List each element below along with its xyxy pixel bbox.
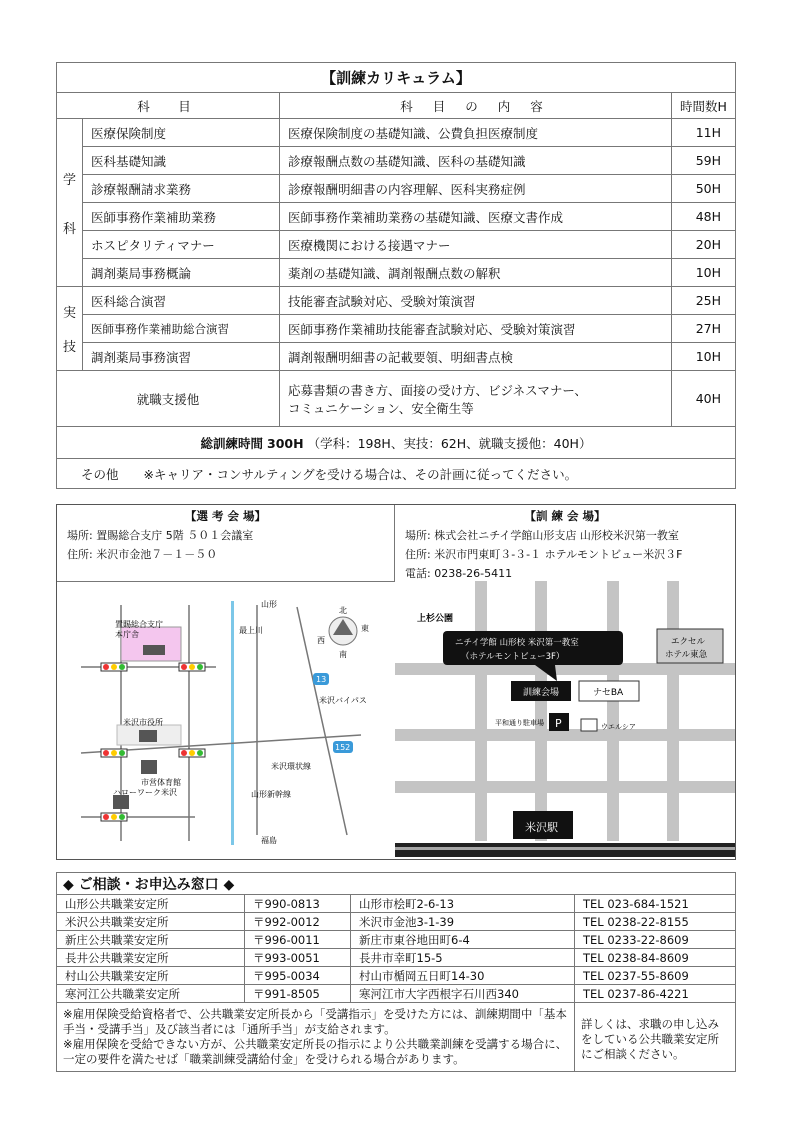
content-cell: 医療機関における接遇マナー xyxy=(280,231,672,259)
office-address: 村山市楯岡五日町14-30 xyxy=(351,967,575,985)
callout-line1: ニチイ学館 山形校 米沢第一教室 xyxy=(455,638,579,648)
subject-cell: 診療報酬請求業務 xyxy=(83,175,280,203)
office-zip: 〒995-0034 xyxy=(245,967,351,985)
compass-east: 東 xyxy=(361,624,369,633)
office-tel: TEL 023-684-1521 xyxy=(575,895,736,913)
route-13-sign: 13 xyxy=(316,675,327,684)
map-label-welcia: ウエルシア xyxy=(601,723,636,731)
traffic-signal-icon xyxy=(101,749,127,757)
hours-cell: 50H xyxy=(672,175,736,203)
office-zip: 〒992-0012 xyxy=(245,913,351,931)
subject-cell: 医科基礎知識 xyxy=(83,147,280,175)
contact-table xyxy=(56,872,736,1072)
subject-cell: 医師事務作業補助業務 xyxy=(83,203,280,231)
job-support-subject: 就職支援他 xyxy=(57,371,280,427)
content-cell: 技能審査試験対応、受験対策演習 xyxy=(280,287,672,315)
map-label-yamagata: 山形 xyxy=(261,600,277,609)
office-name: 米沢公共職業安定所 xyxy=(57,913,245,931)
subject-cell: 医療保険制度 xyxy=(83,119,280,147)
training-place: 場所: 株式会社ニチイ学館山形支店 山形校米沢第一教室 xyxy=(405,529,679,542)
header-hours: 時間数H xyxy=(672,93,736,119)
map-label-station: 米沢駅 xyxy=(525,821,558,834)
office-address: 山形市桧町2-6-13 xyxy=(351,895,575,913)
subject-cell: 医科総合演習 xyxy=(83,287,280,315)
selection-map xyxy=(61,585,391,857)
office-address: 長井市幸町15-5 xyxy=(351,949,575,967)
subject-cell: 調剤薬局事務演習 xyxy=(83,343,280,371)
selection-place: 場所: 置賜総合支庁 5階 ５０１会議室 xyxy=(67,529,254,542)
header-subject: 科 目 xyxy=(57,93,280,119)
compass-south: 南 xyxy=(339,650,347,659)
map-label-office: 置賜総合支庁 xyxy=(115,620,163,629)
office-tel: TEL 0237-86-4221 xyxy=(575,985,736,1003)
hours-cell: 11H xyxy=(672,119,736,147)
content-cell: 医療保険制度の基礎知識、公費負担医療制度 xyxy=(280,119,672,147)
content-cell: 調剤報酬明細書の記載要領、明細書点検 xyxy=(280,343,672,371)
map-label-venue: 訓練会場 xyxy=(523,688,560,698)
content-cell: 診療報酬点数の基礎知識、医科の基礎知識 xyxy=(280,147,672,175)
content-cell: 薬剤の基礎知識、調剤報酬点数の解釈 xyxy=(280,259,672,287)
training-address: 住所: 米沢市門東町３-３-１ ホテルモントビュー米沢３F xyxy=(405,548,683,561)
selection-title: 【選 考 会 場】 xyxy=(184,509,266,523)
compass-north: 北 xyxy=(339,606,347,615)
map-label-loop: 米沢環状線 xyxy=(271,762,311,771)
subject-cell: 調剤薬局事務概論 xyxy=(83,259,280,287)
curriculum-title: 【訓練カリキュラム】 xyxy=(57,63,736,93)
hours-cell: 59H xyxy=(672,147,736,175)
category-jitsugi: 実 技 xyxy=(57,287,83,371)
office-zip: 〒990-0813 xyxy=(245,895,351,913)
office-tel: TEL 0238-84-8609 xyxy=(575,949,736,967)
hours-cell: 25H xyxy=(672,287,736,315)
header-content: 科 目 の 内 容 xyxy=(280,93,672,119)
subject-cell: 医師事務作業補助総合演習 xyxy=(83,315,280,343)
office-name: 新庄公共職業安定所 xyxy=(57,931,245,949)
office-zip: 〒996-0011 xyxy=(245,931,351,949)
office-name: 山形公共職業安定所 xyxy=(57,895,245,913)
office-address: 寒河江市大字西根字石川西340 xyxy=(351,985,575,1003)
selection-address: 住所: 米沢市金池７－１－５０ xyxy=(67,548,218,561)
office-address: 新庄市東谷地田町6-4 xyxy=(351,931,575,949)
hours-cell: 27H xyxy=(672,315,736,343)
traffic-signal-icon xyxy=(179,749,205,757)
inquiry-note: 詳しくは、求職の申し込みをしている公共職業安定所にご相談ください。 xyxy=(575,1003,736,1072)
map-label-hellowork: ハローワーク米沢 xyxy=(113,788,177,797)
map-label-river: 最上川 xyxy=(239,626,263,635)
content-cell: 診療報酬明細書の内容理解、医科実務症例 xyxy=(280,175,672,203)
callout-line2: （ホテルモントビュー3F） xyxy=(461,652,565,662)
map-label-gym: 市営体育館 xyxy=(141,778,181,787)
hours-cell: 48H xyxy=(672,203,736,231)
content-cell: 医師事務作業補助技能審査試験対応、受験対策演習 xyxy=(280,315,672,343)
hours-cell: 20H xyxy=(672,231,736,259)
office-address: 米沢市金池3-1-39 xyxy=(351,913,575,931)
office-name: 村山公共職業安定所 xyxy=(57,967,245,985)
venue-section xyxy=(56,504,736,860)
map-label-park: 上杉公園 xyxy=(417,614,454,624)
office-tel: TEL 0233-22-8609 xyxy=(575,931,736,949)
job-support-content: 応募書類の書き方、面接の受け方、ビジネスマナー、 コミュニケーション、安全衛生等 xyxy=(280,371,672,427)
traffic-signal-icon xyxy=(179,663,205,671)
office-name: 長井公共職業安定所 xyxy=(57,949,245,967)
contact-header: ◆ ご相談・お申込み窓口 ◆ xyxy=(57,873,736,895)
training-phone: 電話: 0238-26-5411 xyxy=(405,567,513,580)
total-hours: 総訓練時間 300H （学科：198H、実技：62H、就職支援他：40H） xyxy=(57,427,736,459)
route-152-sign: 152 xyxy=(335,743,351,752)
map-label-excel1: エクセル xyxy=(671,637,706,647)
parking-letter: P xyxy=(555,717,562,730)
training-title: 【訓 練 会 場】 xyxy=(524,509,606,523)
traffic-signal-icon xyxy=(101,813,127,821)
office-zip: 〒991-8505 xyxy=(245,985,351,1003)
office-zip: 〒993-0051 xyxy=(245,949,351,967)
map-label-nase: ナセBA xyxy=(593,688,624,698)
hours-cell: 10H xyxy=(672,343,736,371)
map-label-fukushima: 福島 xyxy=(261,836,277,845)
map-label-office2: 本庁舎 xyxy=(115,630,139,639)
office-tel: TEL 0237-55-8609 xyxy=(575,967,736,985)
selection-venue xyxy=(57,505,395,581)
other-note: その他 ※キャリア・コンサルティングを受ける場合は、その計画に従ってください。 xyxy=(57,459,736,489)
job-support-hours: 40H xyxy=(672,371,736,427)
category-gakka: 学 科 xyxy=(57,119,83,287)
office-tel: TEL 0238-22-8155 xyxy=(575,913,736,931)
office-name: 寒河江公共職業安定所 xyxy=(57,985,245,1003)
curriculum-table xyxy=(56,62,736,489)
training-venue xyxy=(395,505,735,581)
training-map xyxy=(395,581,735,859)
map-label-bypass: 米沢バイパス xyxy=(319,696,367,705)
map-label-excel2: ホテル東急 xyxy=(665,650,708,660)
map-label-cityhall: 米沢市役所 xyxy=(123,718,163,727)
map-label-shinkansen: 山形新幹線 xyxy=(251,790,291,799)
hours-cell: 10H xyxy=(672,259,736,287)
map-label-parking: 平和通り駐車場 xyxy=(495,719,544,727)
benefit-notes: ※雇用保険受給資格者で、公共職業安定所長から「受講指示」を受けた方には、訓練期間中「基本手当・受講手当」及び該当者には「通所手当」が支給されます。 ※雇用保険を受給できない方が、公共職業安定所長の指示により公共職業訓練を受講する場合に、一定の要件を満たせば「職業訓練受講給付金」を受けられる場合があります。 xyxy=(57,1003,575,1072)
content-cell: 医師事務作業補助業務の基礎知識、医療文書作成 xyxy=(280,203,672,231)
subject-cell: ホスピタリティマナー xyxy=(83,231,280,259)
traffic-signal-icon xyxy=(101,663,127,671)
compass-west: 西 xyxy=(317,636,325,645)
